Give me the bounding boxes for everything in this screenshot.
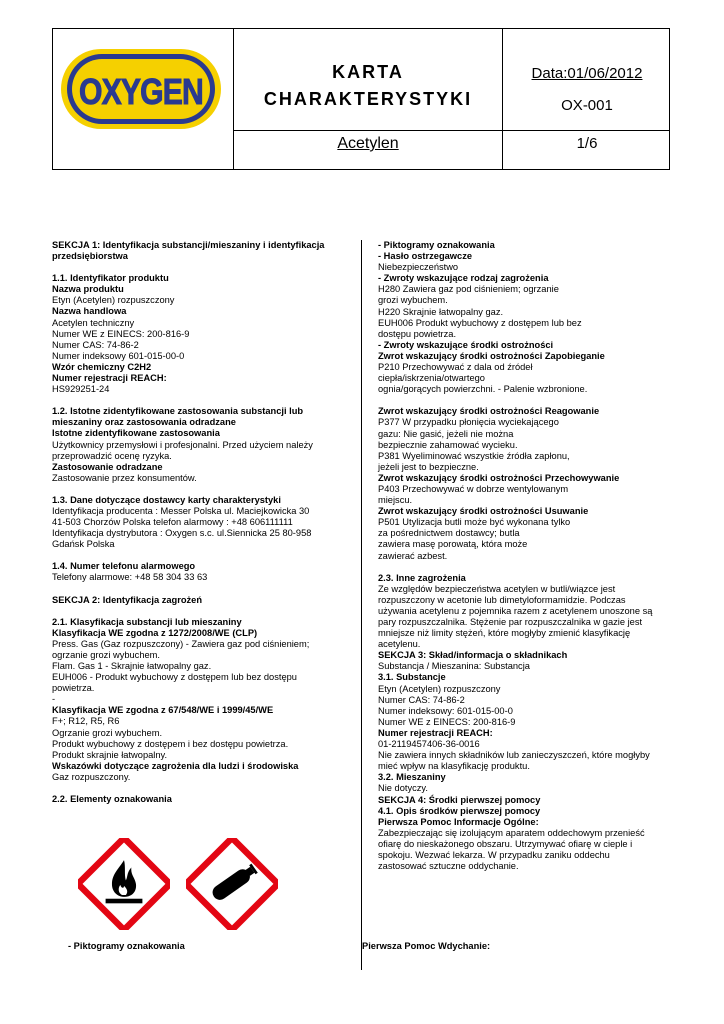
text-line: H220 Skrajnie łatwopalny gaz. <box>378 306 504 317</box>
text-line: Zastosowanie przez konsumentów. <box>52 472 197 483</box>
header-divider <box>233 29 234 169</box>
section-heading: - Hasło ostrzegawcze <box>378 251 473 262</box>
text-line: P501 Utylizacja butli może być wykonana tylko <box>378 517 571 528</box>
section-heading: 4.1. Opis środków pierwszej pomocy <box>378 805 541 816</box>
document-date: Data:01/06/2012 <box>531 65 643 82</box>
section-heading: Zwrot wskazujący środki ostrożności Przechowywanie <box>378 472 620 483</box>
text-line: Etyn (Acetylen) rozpuszczony <box>378 683 501 694</box>
section-heading: Numer rejestracji REACH: <box>378 727 493 738</box>
text-line: F+; R12, R5, R6 <box>52 716 120 727</box>
text-line: rozpuszczony w acetonie lub dimetyloformamidzie. Podczas <box>378 594 626 605</box>
spacer <box>52 262 352 273</box>
text-line: P377 W przypadku płonięcia wyciekającego <box>378 417 559 428</box>
document-header <box>52 28 670 170</box>
spacer <box>52 550 352 561</box>
text-line: H280 Zawiera gaz pod ciśnieniem; ogrzanie <box>378 284 559 295</box>
text-line: Produkt wybuchowy z dostępem i bez dostępu powietrza. <box>52 738 289 749</box>
oxygen-logo <box>61 49 221 129</box>
section-heading: Klasyfikacja WE zgodna z 1272/2008/WE (CLP) <box>52 627 258 638</box>
text-line: przeprowadzić ocenę ryzyka. <box>52 450 172 461</box>
section-heading: Nazwa handlowa <box>52 306 127 317</box>
text-line: Numer CAS: 74-86-2 <box>52 339 139 350</box>
section-heading: Zwrot wskazujący środki ostrożności Usuwanie <box>378 506 589 517</box>
section-heading: SEKCJA 2: Identyfikacja zagrożeń <box>52 594 202 605</box>
spacer <box>52 584 352 595</box>
text-line: grozi wybuchem. <box>378 295 448 306</box>
section-heading: 2.1. Klasyfikacja substancji lub mieszaniny <box>52 616 242 627</box>
spacer <box>52 484 352 495</box>
text-line: za pośrednictwem dostawcy; butla <box>378 528 520 539</box>
text-line: powietrza. <box>52 683 95 694</box>
section-heading: przedsiębiorstwa <box>52 251 128 262</box>
text-line: ofiarę do nieskażonego obszaru. Utrzymywać ofiarę w cieple i <box>378 838 633 849</box>
text-line: HS929251-24 <box>52 384 110 395</box>
gas-cylinder-pictogram <box>186 838 278 930</box>
text-line: Ogrzanie grozi wybuchem. <box>52 727 163 738</box>
right-column <box>378 240 674 872</box>
title-line-2: CHARAKTERYSTYKI <box>263 89 473 109</box>
header-divider <box>502 29 503 169</box>
text-line: Acetylen techniczny <box>52 317 135 328</box>
text-line: Gaz rozpuszczony. <box>52 771 131 782</box>
column-separator <box>361 240 362 970</box>
section-heading: Klasyfikacja WE zgodna z 67/548/WE i 1999/45/WE <box>52 705 274 716</box>
header-divider <box>233 130 669 131</box>
text-line: Użytkownicy przemysłowi i profesjonalni. Przed użyciem należy <box>52 439 313 450</box>
text-line: Telefony alarmowe: +48 58 304 33 63 <box>52 572 208 583</box>
text-line: - <box>52 694 56 705</box>
text-line: bezpiecznie zahamować wycieku. <box>378 439 518 450</box>
text-line: ognia/gorących powierzchni. - Palenie wzbronione. <box>378 384 588 395</box>
text-line: Numer WE z EINECS: 200-816-9 <box>52 328 190 339</box>
section-heading: - Zwroty wskazujące środki ostrożności <box>378 339 554 350</box>
text-line: Nie dotyczy. <box>378 783 428 794</box>
section-heading: 3.1. Substancje <box>378 672 446 683</box>
section-heading: SEKCJA 3: Skład/informacja o składnikach <box>378 650 568 661</box>
document-code: OX-001 <box>561 97 613 114</box>
text-line: 41-503 Chorzów Polska telefon alarmowy : +48 606111111 <box>52 517 293 528</box>
section-heading: Zwrot wskazujący środki ostrożności Reagowanie <box>378 406 600 417</box>
text-line: Numer CAS: 74-86-2 <box>378 694 465 705</box>
text-line: używania acetylenu z pojemnika razem z acetylenem unoszone są <box>378 605 653 616</box>
section-heading: 1.1. Identyfikator produktu <box>52 273 169 284</box>
text-line: Ze względów bezpieczeństwa acetylen w butli/wiązce jest <box>378 583 616 594</box>
text-line: Substancja / Mieszanina: Substancja <box>378 661 530 672</box>
text-line: Identyfikacja dystrybutora : Oxygen s.c. ul.Siennicka 25 80-958 <box>52 528 312 539</box>
section-heading: SEKCJA 1: Identyfikacja substancji/mieszaniny i identyfikacja <box>52 240 325 250</box>
section-heading: - Zwroty wskazujące rodzaj zagrożenia <box>378 273 549 284</box>
text-line: Numer indeksowy 601-015-00-0 <box>52 350 185 361</box>
text-line: dostępu powietrza. <box>378 328 457 339</box>
page-number: 1/6 <box>576 135 598 152</box>
section-heading: Istotne zidentyfikowane zastosowania <box>52 428 220 439</box>
footer-left-label: - Piktogramy oznakowania <box>68 941 185 951</box>
section-heading: Wzór chemiczny C2H2 <box>52 361 152 372</box>
section-heading: - Piktogramy oznakowania <box>378 240 495 250</box>
text-line: Gdańsk Polska <box>52 539 115 550</box>
section-heading: Numer rejestracji REACH: <box>52 373 167 384</box>
text-line: spokoju. Wezwać lekarza. W przypadku zaniku oddechu <box>378 849 610 860</box>
section-heading: Nazwa produktu <box>52 284 124 295</box>
section-heading: mieszaniny oraz zastosowania odradzane <box>52 417 236 428</box>
text-line: Niebezpieczeństwo <box>378 262 459 273</box>
text-line: EUH006 Produkt wybuchowy z dostępem lub bez <box>378 317 582 328</box>
section-heading: 1.2. Istotne zidentyfikowane zastosowania substancji lub <box>52 406 304 417</box>
text-line: P381 Wyeliminować wszystkie źródła zapłonu, <box>378 450 570 461</box>
text-line: Produkt skrajnie łatwopalny. <box>52 749 168 760</box>
spacer <box>52 395 352 406</box>
text-line: EUH006 - Produkt wybuchowy z dostępem lub bez dostępu <box>52 672 297 683</box>
text-line: zawiera masę porowatą, która może <box>378 539 528 550</box>
text-line: ciepła/iskrzenia/otwartego <box>378 373 485 384</box>
text-line: Numer WE z EINECS: 200-816-9 <box>378 716 516 727</box>
footer-right-label: Pierwsza Pomoc Wdychanie: <box>362 941 491 951</box>
section-heading: Pierwsza Pomoc Informacje Ogólne: <box>378 816 539 827</box>
text-line: Zabezpieczając się izolującym aparatem oddechowym przenieść <box>378 827 645 838</box>
section-heading: Zwrot wskazujący środki ostrożności Zapobieganie <box>378 350 605 361</box>
text-line: P210 Przechowywać z dala od źródeł <box>378 362 533 373</box>
spacer <box>52 783 352 794</box>
text-line: Press. Gas (Gaz rozpuszczony) - Zawiera gaz pod ciśnieniem; <box>52 638 310 649</box>
section-heading: SEKCJA 4: Środki pierwszej pomocy <box>378 794 541 805</box>
text-line: jeżeli jest to bezpieczne. <box>378 461 479 472</box>
flame-pictogram <box>78 838 170 930</box>
text-line: Identyfikacja producenta : Messer Polska ul. Maciejkowicka 30 <box>52 505 310 516</box>
text-line: mieć wpływ na klasyfikację produktu. <box>378 761 530 772</box>
section-heading: 1.3. Dane dotyczące dostawcy karty charakterystyki <box>52 494 281 505</box>
text-line: miejscu. <box>378 495 413 506</box>
spacer <box>378 562 674 573</box>
section-heading: Zastosowanie odradzane <box>52 461 163 472</box>
section-heading: 2.3. Inne zagrożenia <box>378 572 466 583</box>
spacer <box>52 606 352 617</box>
text-line: Etyn (Acetylen) rozpuszczony <box>52 295 175 306</box>
logo-text: OXYGEN <box>79 71 203 112</box>
text-line: ogrzanie grozi wybuchem. <box>52 649 160 660</box>
text-line: mniejsze niż limity stężeń, które mogłyby zmienić klasyfikację <box>378 628 631 639</box>
title-line-1: KARTA <box>332 62 404 82</box>
spacer <box>378 395 674 406</box>
document-title <box>235 59 501 113</box>
section-heading: 2.2. Elementy oznakowania <box>52 794 172 805</box>
left-column <box>52 240 352 805</box>
section-heading: Wskazówki dotyczące zagrożenia dla ludzi i środowiska <box>52 760 299 771</box>
text-line: pary rozpuszczalnika. Stężenie par rozpuszczalnika w gazie jest <box>378 617 643 627</box>
text-line: zawierać azbest. <box>378 550 448 561</box>
product-name: Acetylen <box>337 135 399 152</box>
section-heading: 1.4. Numer telefonu alarmowego <box>52 561 196 572</box>
text-line: zastosować sztuczne oddychanie. <box>378 861 519 872</box>
section-heading: 3.2. Mieszaniny <box>378 772 446 783</box>
text-line: gazu: Nie gasić, jeżeli nie można <box>378 428 514 439</box>
text-line: P403 Przechowywać w dobrze wentylowanym <box>378 483 569 494</box>
text-line: acetylenu. <box>378 639 421 650</box>
text-line: Flam. Gas 1 - Skrajnie łatwopalny gaz. <box>52 661 212 671</box>
text-line: Numer indeksowy: 601-015-00-0 <box>378 705 513 716</box>
text-line: Nie zawiera innych składników lub zanieczyszczeń, które mogłyby <box>378 750 650 761</box>
text-line: 01-2119457406-36-0016 <box>378 739 480 750</box>
